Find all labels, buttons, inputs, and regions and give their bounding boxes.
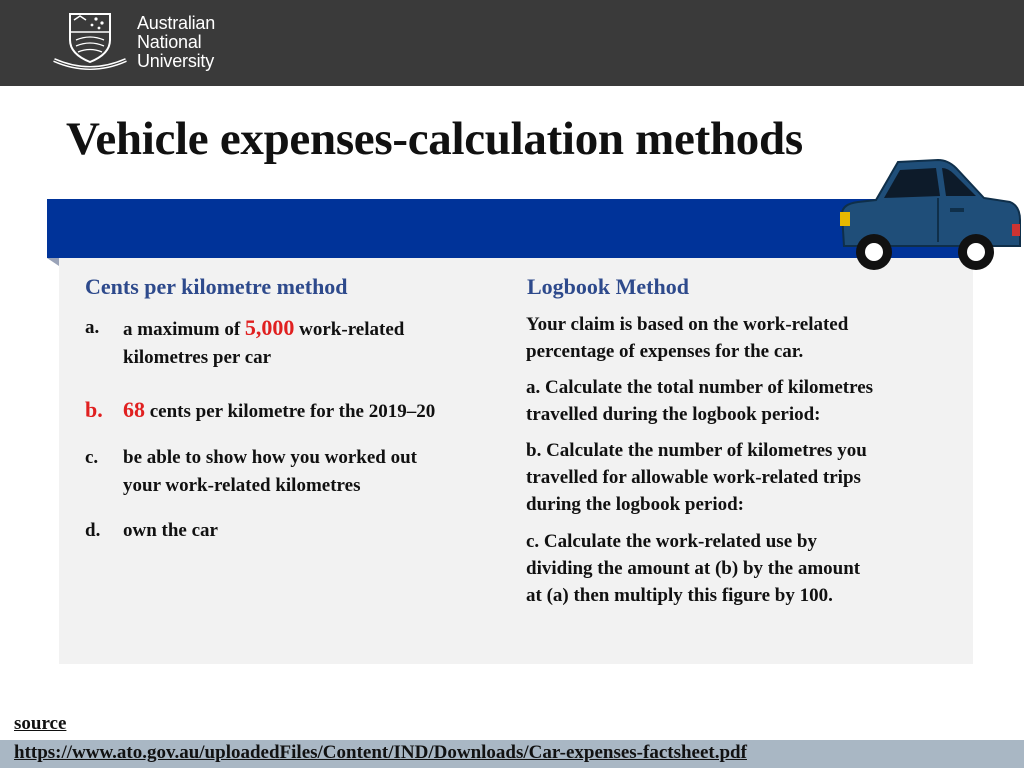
item-text: be able to show how you worked out <box>123 447 418 468</box>
item-text: work-related <box>294 319 405 340</box>
list-marker: b. <box>85 397 103 422</box>
paragraph-line: travelled during the logbook period: <box>526 404 821 425</box>
paragraph-line: at (a) then multiply this figure by 100. <box>526 585 833 606</box>
paragraph-line: c. Calculate the work-related use by <box>526 531 817 552</box>
list-marker: a. <box>85 317 100 338</box>
logbook-paragraph <box>526 311 848 365</box>
source-url-link[interactable]: https://www.ato.gov.au/uploadedFiles/Content/IND/Downloads/Car-expenses-factsheet.pdf <box>14 742 747 763</box>
logbook-method-heading: Logbook Method <box>527 274 689 299</box>
list-marker: c. <box>85 447 99 468</box>
item-text: kilometres per car <box>123 347 272 368</box>
logbook-paragraph <box>526 374 873 428</box>
highlight-value: 68 <box>123 397 145 422</box>
paragraph-line: during the logbook period: <box>526 494 745 515</box>
paragraph-line: percentage of expenses for the car. <box>526 341 804 362</box>
logbook-paragraph <box>526 528 860 609</box>
university-crest-icon <box>52 10 128 74</box>
list-marker: d. <box>85 520 101 541</box>
header-bar <box>0 0 1024 86</box>
logo-line: Australian <box>137 13 216 33</box>
paragraph-line: Your claim is based on the work-related <box>526 314 849 335</box>
paragraph-line: travelled for allowable work-related trips <box>526 467 861 488</box>
list-item-text <box>123 517 218 545</box>
logbook-paragraph <box>526 437 867 518</box>
item-text: cents per kilometre for the 2019–20 <box>145 401 436 422</box>
list-item-text <box>123 396 435 426</box>
list-item-text <box>123 444 417 500</box>
university-logo-text <box>137 14 215 71</box>
logo-line: University <box>137 51 215 71</box>
source-label: source <box>14 713 67 734</box>
paragraph-line: a. Calculate the total number of kilometres <box>526 377 874 398</box>
item-text: your work-related kilometres <box>123 475 361 496</box>
highlight-value: 5,000 <box>244 315 295 340</box>
car-icon <box>836 154 1022 276</box>
logo-line: National <box>137 32 202 52</box>
item-text: a maximum of <box>123 319 245 340</box>
band-fold-shadow <box>47 258 59 266</box>
list-item-text <box>123 314 404 372</box>
slide-title: Vehicle expenses-calculation methods <box>66 113 803 165</box>
paragraph-line: b. Calculate the number of kilometres you <box>526 440 867 461</box>
item-text: own the car <box>123 520 218 541</box>
cents-method-heading: Cents per kilometre method <box>85 274 348 299</box>
paragraph-line: dividing the amount at (b) by the amount <box>526 558 861 579</box>
